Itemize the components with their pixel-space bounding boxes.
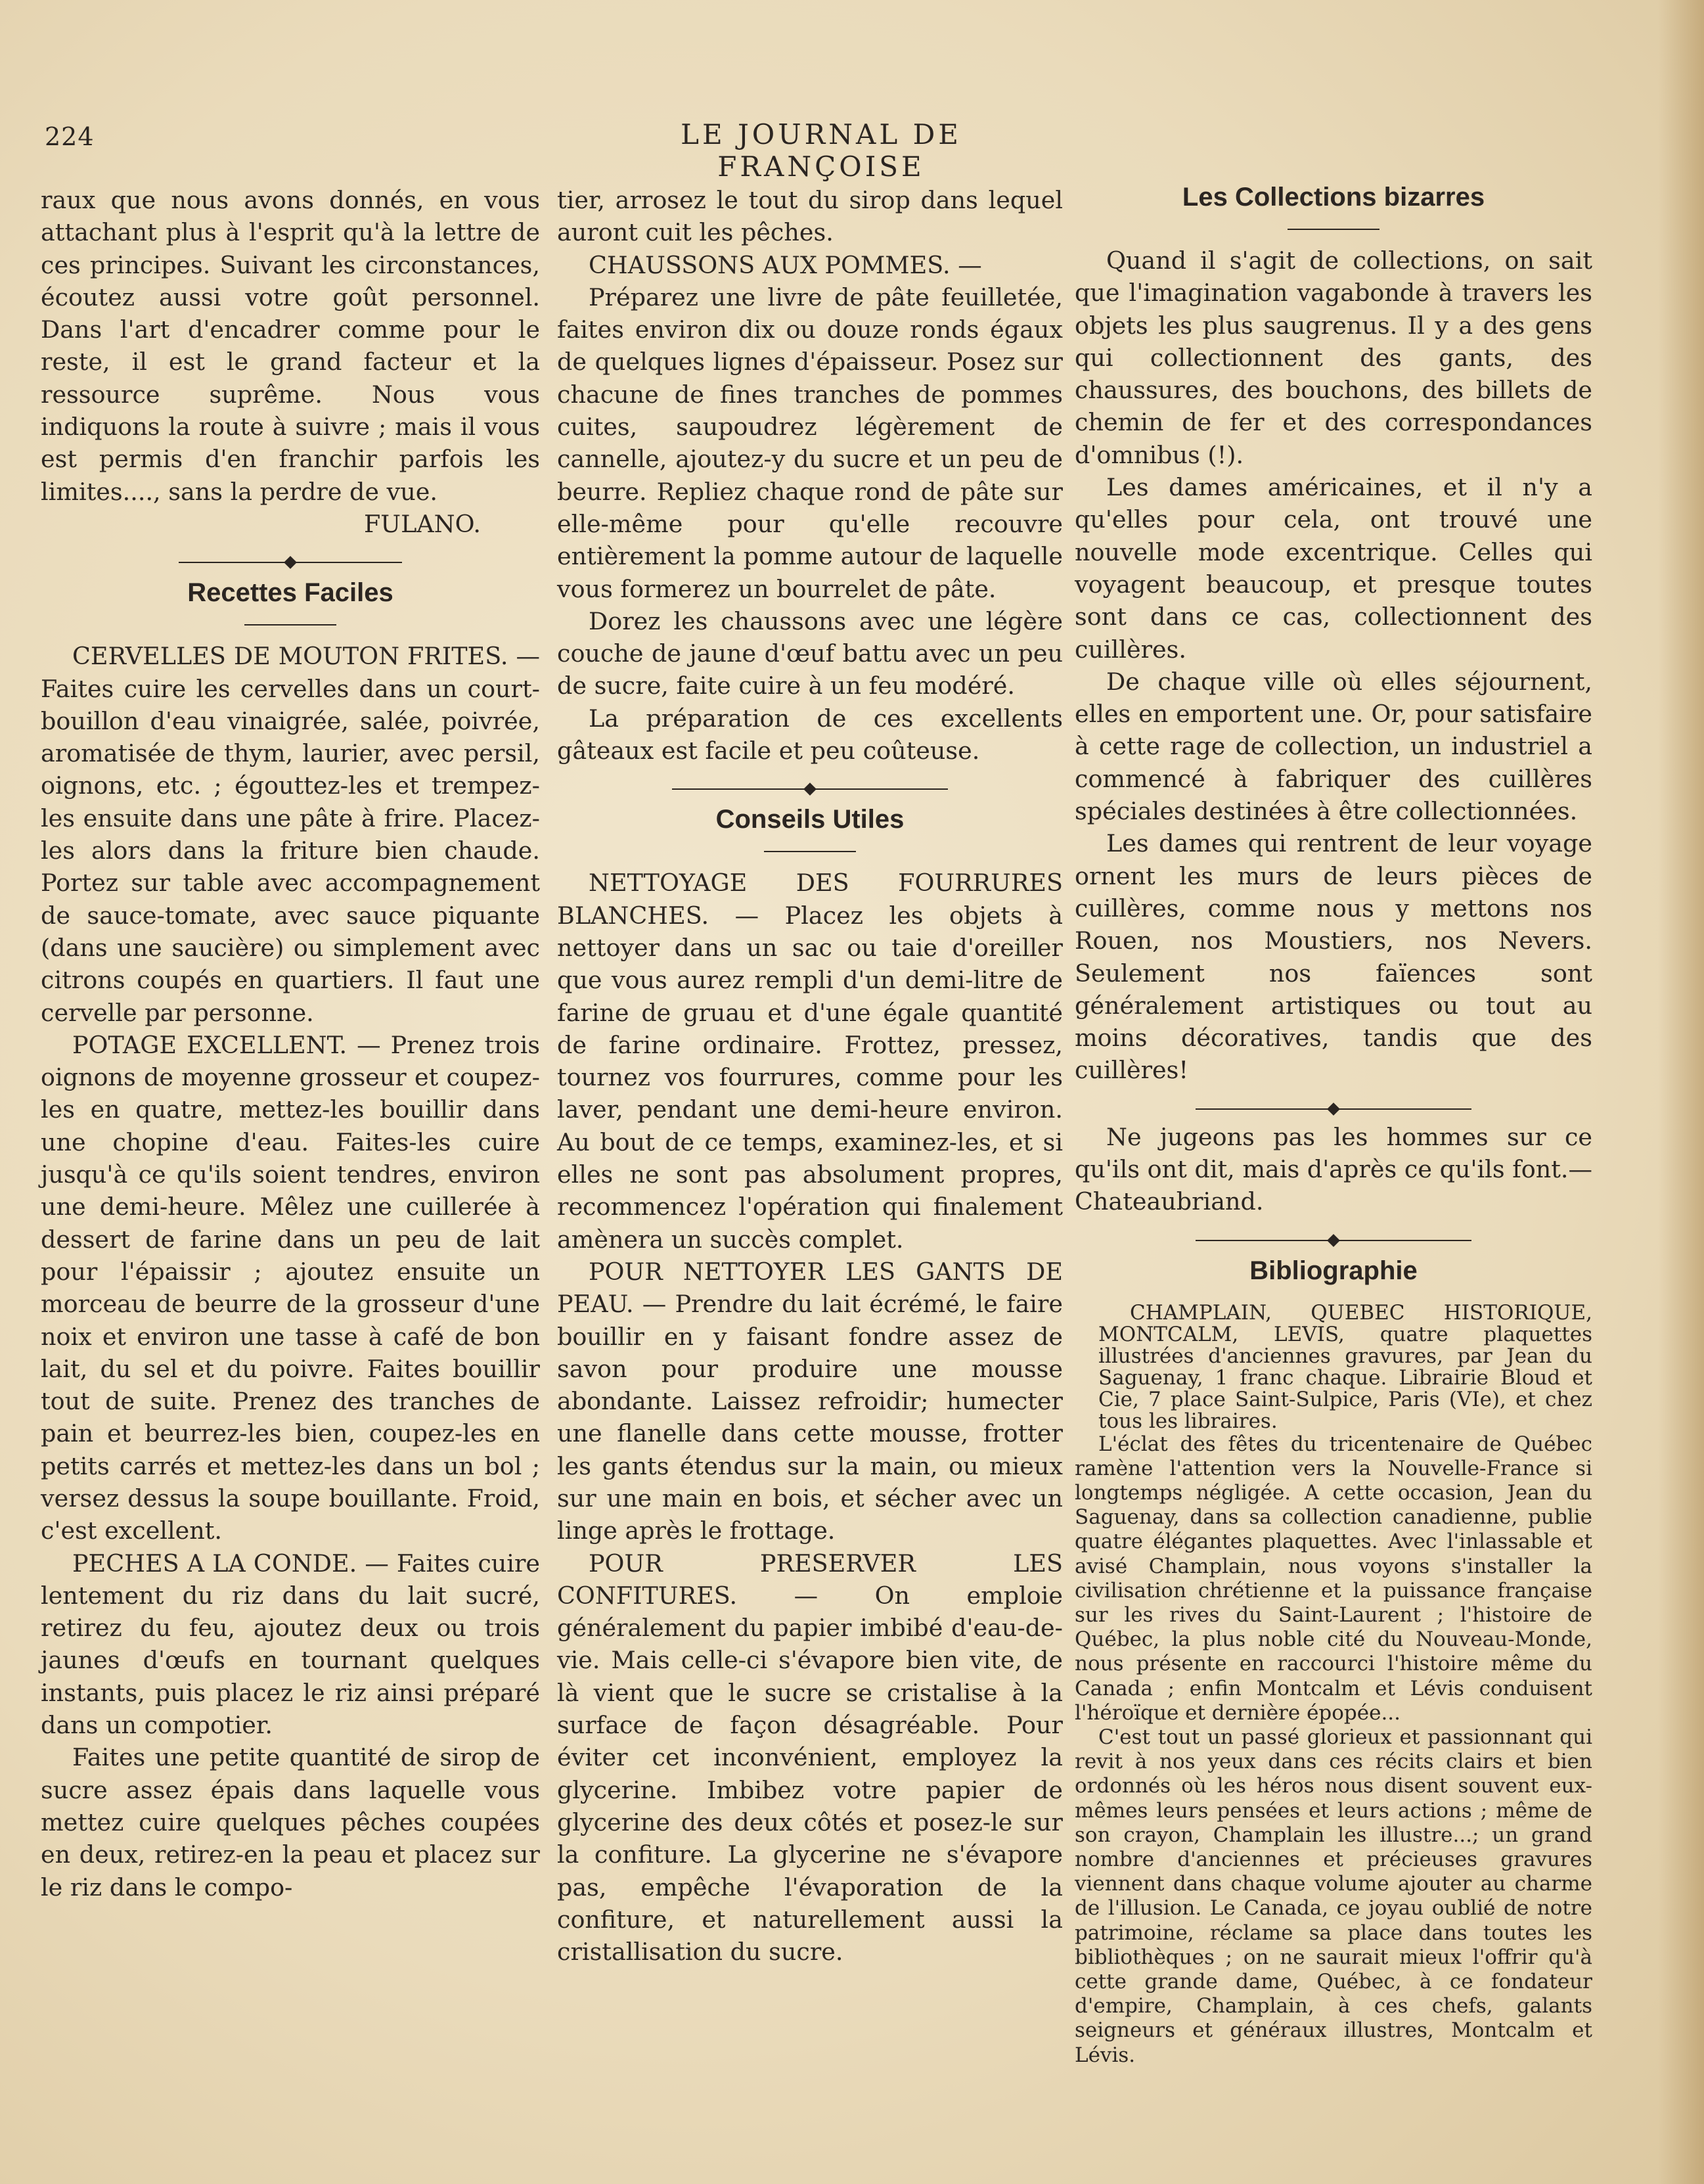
title-underline <box>1288 229 1379 230</box>
bibliography-reference: CHAMPLAIN, QUEBEC HISTORIQUE, MONTCALM, LEVIS, quatre plaquettes illustrées d'anciennes gravures, par Jean du Saguenay, 1 franc chaque. Librairie Bloud et Cie, 7 place Saint-Sulpice, Paris (VIe), et chez tous les libraires. <box>1098 1300 1592 1433</box>
page-number: 224 <box>45 122 95 151</box>
section-title-bibliographie: Bibliographie <box>1249 1256 1418 1285</box>
collections-paragraph: De chaque ville où elles séjournent, elles en emportent une. Or, pour satisfaire à cette rage de collection, un industriel a commencé à fabriquer des cuillères spéciales destinées à être collectionnées. <box>1075 667 1592 826</box>
recipe-peches: PECHES A LA CONDE. — Faites cuire lentement du riz dans du lait sucré, retirez du feu, ajoutez deux ou trois jaunes d'œufs en tournant quelques instants, puis placez le riz ainsi préparé dans un compotier. <box>41 1549 540 1740</box>
title-underline <box>764 851 856 852</box>
recipe-potage: POTAGE EXCELLENT. — Prenez trois oignons de moyenne grosseur et coupez-les en quatre, mettez-les bouillir dans une chopine d'eau. Faites-les cuire jusqu'à ce qu'ils soient tendres, environ une demi-heure. Mêlez une cuillerée à dessert de farine dans un peu de lait pour l'épaissir ; ajoutez ensuite un morceau de beurre de la grosseur d'une noix et environ une tasse à café de bon lait, du sel et du poivre. Faites bouillir tout de suite. Prenez des tranches de pain et beurrez-les bien, coupez-les en petits carrés et mettez-les dans un bol ; versez dessus la soupe bouillante. Froid, c'est excellent. <box>41 1030 540 1545</box>
page-header <box>0 118 1704 183</box>
column-1 <box>41 184 540 1903</box>
recipe-continuation: tier, arrosez le tout du sirop dans lequel auront cuit les pêches. <box>557 186 1063 247</box>
collections-paragraph: Quand il s'agit de collections, on sait que l'imagination vagabonde à travers les objets les plus saugrenus. Il y a des gens qui collectionnent des gants, des chaussures, des bouchons, des billets de chemin de fer et des correspondances d'omnibus (!). <box>1075 246 1592 469</box>
tip-confitures: POUR PRESERVER LES CONFITURES. — On emploie généralement du papier imbibé d'eau-de-vie. Mais celle-ci s'évapore bien vite, de là vient que le sucre se cristalise à la surface de façon désagréable. Pour éviter cet inconvénient, employez la glycerine. Imbibez votre papier de glycerine des deux côtés et posez-le sur la confiture. La glycerine ne s'évapore pas, empêche l'évaporation de la confiture, et naturellement aussi la cristallisation du sucre. <box>557 1549 1063 1967</box>
recipe-chaussons-title: CHAUSSONS AUX POMMES. — <box>589 250 982 279</box>
section-title-collections: Les Collections bizarres <box>1182 183 1485 212</box>
recipe-chaussons-dorure: Dorez les chaussons avec une légère couche de jaune d'œuf battu avec un peu de sucre, faite cuire à un feu modéré. <box>557 606 1063 700</box>
review-paragraph: C'est tout un passé glorieux et passionnant qui revit à nos yeux dans ces récits clairs et bien ordonnés où les héros nous disent souvent eux-mêmes leurs pensées et leurs actions ; même de son crayon, Champlain les illustre...; un grand nombre d'anciennes et précieuses gravures viennent dans chaque volume ajouter au charme de l'illusion. Le Canada, ce joyau oublié de notre patrimoine, réclame sa place dans toutes les bibliothèques ; on ne saurait mieux l'offrir qu'à cette grande dame, Québec, à ce fondateur d'empire, Champlain, à ces chefs, galants seigneurs et généraux illustres, Montcalm et Lévis. <box>1075 1725 1592 2067</box>
section-divider <box>672 783 948 796</box>
title-underline <box>244 624 336 626</box>
page-edge-shadow <box>1658 0 1704 2184</box>
section-divider <box>1196 1234 1471 1247</box>
bibliography-review <box>1075 1432 1592 2068</box>
section-divider <box>179 556 402 569</box>
section-title-conseils: Conseils Utiles <box>715 805 905 834</box>
section-divider <box>1196 1103 1471 1116</box>
tip-fourrures: NETTOYAGE DES FOURRURES BLANCHES. — Placez les objets à nettoyer dans un sac ou taie d'oreiller que vous aurez rempli d'un demi-litre de farine de gruau et d'une égale quantité de farine ordinaire. Frottez, pressez, tournez vos fourrures, comme pour les laver, pendant une demi-heure environ. Au bout de ce temps, examinez-les, et si elles ne sont pas absolument propres, recommencez l'opération qui finalement amènera un succès complet. <box>557 869 1063 1254</box>
recipe-peches-sirop: Faites une petite quantité de sirop de sucre assez épais dans laquelle vous mettez cuire quelques pêches coupées en deux, retirez-en la peau et placez sur le riz dans le compo- <box>41 1743 540 1901</box>
chateaubriand-quote: Ne jugeons pas les hommes sur ce qu'ils ont dit, mais d'après ce qu'ils font.—Chateaubriand. <box>1075 1122 1592 1216</box>
column-2 <box>557 184 1063 1968</box>
author-signature: FULANO. <box>363 509 481 538</box>
recipe-chaussons: Préparez une livre de pâte feuilletée, faites environ dix ou douze ronds égaux de quelques lignes d'épaisseur. Posez sur chacune de fines tranches de pommes cuites, saupoudrez légèrement de cannelle, ajoutez-y du sucre et un peu de beurre. Repliez chaque rond de pâte sur elle-même pour qu'elle recouvre entièrement la pomme autour de laquelle vous formerez un bourrelet de pâte. <box>557 283 1063 603</box>
collections-paragraph: Les dames américaines, et il n'y a qu'elles pour cela, ont trouvé une nouvelle mode excentrique. Celles qui voyagent beaucoup, et presque toutes sont dans ce cas, collectionnent des cuillères. <box>1075 473 1592 664</box>
tip-gants: POUR NETTOYER LES GANTS DE PEAU. — Prendre du lait écrémé, le faire bouillir en y faisant fondre assez de savon pour produire une mousse abondante. Laissez refroidir; humecter une flanelle dans cette mousse, frotter les gants étendus sur la main, ou mieux sur une main en bois, et sécher avec un linge après le frottage. <box>557 1257 1063 1545</box>
collections-paragraph: Les dames qui rentrent de leur voyage ornent les murs de leurs pièces de cuillères, comme nous y mettons nos Rouen, nos Moustiers, nos Nevers. Seulement nos faïences sont généralement artistiques ou tout au moins décoratives, tandis que des cuillères! <box>1075 829 1592 1085</box>
recipe-chaussons-note: La préparation de ces excellents gâteaux est facile et peu coûteuse. <box>557 704 1063 765</box>
review-paragraph: L'éclat des fêtes du tricentenaire de Québec ramène l'attention vers la Nouvelle-France si longtemps négligée. A cette occasion, Jean du Saguenay, dans sa collection canadienne, publie quatre élégantes plaquettes. Avec l'inlassable et avisé Champlain, nous voyons s'installer la civilisation chrétienne et la puissance française sur les rives du Saint-Laurent ; l'histoire de Québec, la plus noble cité du Nouveau-Monde, nous présente en raccourci l'histoire même du Canada ; enfin Montcalm et Lévis conduisent l'héroïque et dernière épopée... <box>1075 1432 1592 1725</box>
section-title-recettes: Recettes Faciles <box>187 578 393 608</box>
article-continuation: raux que nous avons donnés, en vous attachant plus à l'esprit qu'à la lettre de ces principes. Suivant les circonstances, écoutez aussi votre goût personnel. Dans l'art d'encadrer comme pour le reste, il est le grand facteur et la ressource suprême. Nous vous indiquons la route à suivre ; mais il vous est permis d'en franchir parfois les limites...., sans la perdre de vue. <box>41 186 540 506</box>
recipe-cervelles: CERVELLES DE MOUTON FRITES. — Faites cuire les cervelles dans un court-bouillon d'eau vinaigrée, salée, poivrée, aromatisée de thym, laurier, avec persil, oignons, etc. ; égouttez-les et trempez-les ensuite dans une pâte à frire. Placez-les alors dans la friture bien chaude. Portez sur table avec accompagnement de sauce-tomate, avec sauce piquante (dans une saucière) ou simplement avec citrons coupés en quartiers. Il faut une cervelle par personne. <box>41 642 540 1027</box>
column-3 <box>1075 184 1592 2068</box>
journal-title: LE JOURNAL DE FRANÇOISE <box>681 118 962 183</box>
